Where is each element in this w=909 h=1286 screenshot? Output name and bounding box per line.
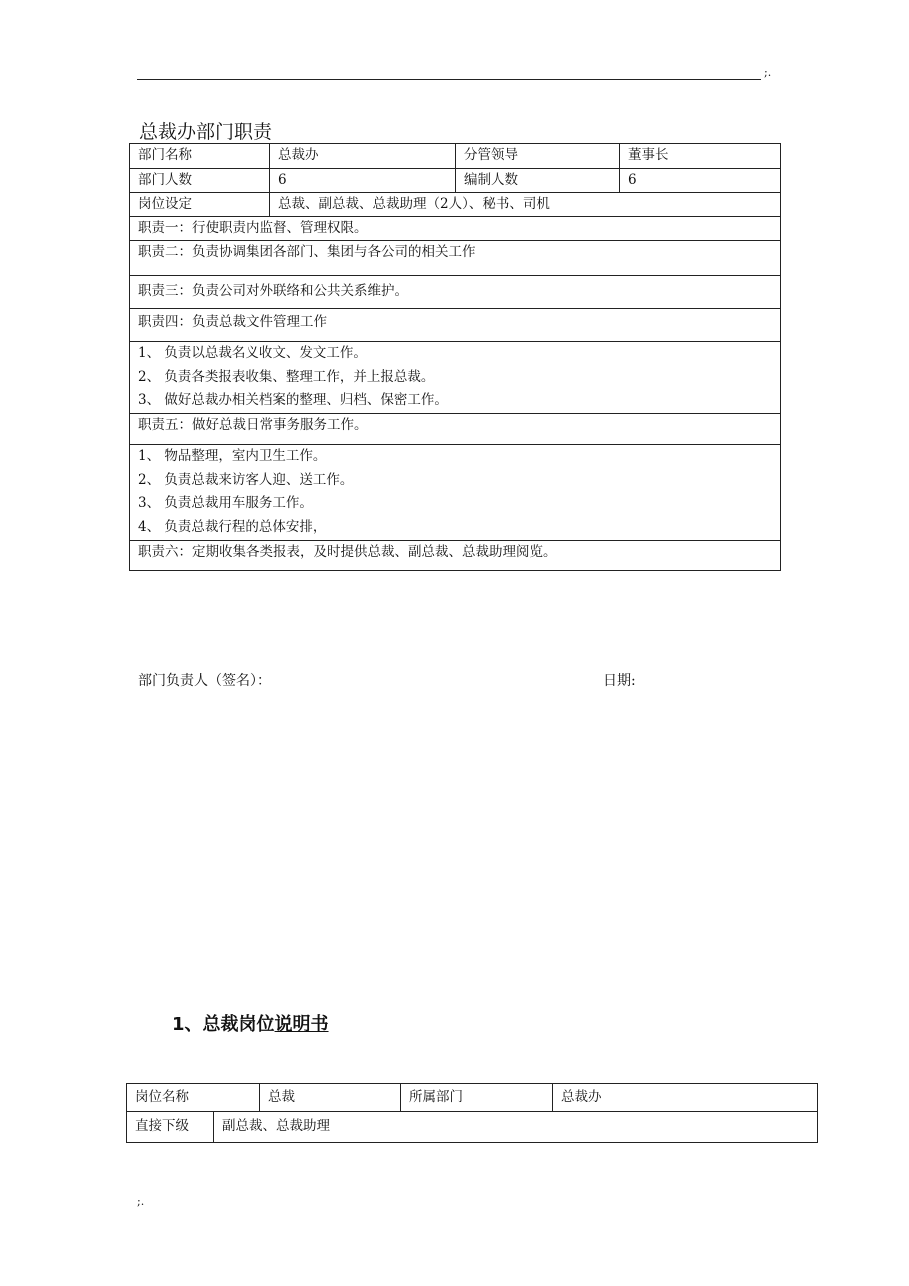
value-positions: 总裁、副总裁、总裁助理（2人）、秘书、司机 <box>270 193 781 217</box>
value-supervisor: 董事长 <box>620 144 781 169</box>
value-department: 总裁办 <box>553 1084 818 1112</box>
list-item: 2、 负责各类报表收集、整理工作，并上报总裁。 <box>138 368 435 385</box>
department-duties-table <box>129 143 781 571</box>
value-headcount: 6 <box>270 169 456 193</box>
section-title: 总裁办部门职责 <box>139 121 273 143</box>
value-quota: 6 <box>620 169 781 193</box>
header-mark: ;. <box>764 66 772 79</box>
list-item: 3、 做好总裁办相关档案的整理、归档、保密工作。 <box>138 392 448 408</box>
duty-3: 职责三：负责公司对外联络和公共关系维护。 <box>130 276 781 309</box>
label-subordinates: 直接下级 <box>127 1112 214 1143</box>
list-item: 2、 负责总裁来访客人迎、送工作。 <box>138 471 354 488</box>
title-underlined: 说明书 <box>274 1014 329 1035</box>
list-item: 3、 负责总裁用车服务工作。 <box>138 495 313 511</box>
duty-4-items <box>130 342 781 414</box>
duty-5: 职责五：做好总裁日常事务服务工作。 <box>130 414 781 445</box>
date-label: 日期: <box>603 673 636 689</box>
label-department: 所属部门 <box>401 1084 553 1112</box>
label-job-title: 岗位名称 <box>127 1084 260 1112</box>
duty-4: 职责四：负责总裁文件管理工作 <box>130 309 781 342</box>
duty-6: 职责六：定期收集各类报表，及时提供总裁、副总裁、总裁助理阅览。 <box>130 541 781 571</box>
label-supervisor: 分管领导 <box>456 144 620 169</box>
header-rule <box>137 79 761 80</box>
duty-5-items <box>130 445 781 541</box>
label-dept-name: 部门名称 <box>130 144 270 169</box>
list-item: 1、 物品整理，室内卫生工作。 <box>138 448 327 464</box>
duty-2: 职责二：负责协调集团各部门、集团与各公司的相关工作 <box>130 241 781 276</box>
job-description-table <box>126 1083 818 1143</box>
footer-mark: ;. <box>137 1195 145 1208</box>
list-item: 4、 负责总裁行程的总体安排， <box>138 518 327 535</box>
title-prefix: 1、总裁岗位 <box>172 1014 275 1035</box>
duty-1: 职责一：行使职责内监督、管理权限。 <box>130 217 781 241</box>
list-item: 1、 负责以总裁名义收文、发文工作。 <box>138 345 367 361</box>
job-description-title <box>172 1010 329 1036</box>
value-dept-name: 总裁办 <box>270 144 456 169</box>
value-job-title: 总裁 <box>260 1084 401 1112</box>
label-positions: 岗位设定 <box>130 193 270 217</box>
label-quota: 编制人数 <box>456 169 620 193</box>
signature-label: 部门负责人（签名）： <box>138 673 271 689</box>
label-headcount: 部门人数 <box>130 169 270 193</box>
value-subordinates: 副总裁、总裁助理 <box>214 1112 818 1143</box>
